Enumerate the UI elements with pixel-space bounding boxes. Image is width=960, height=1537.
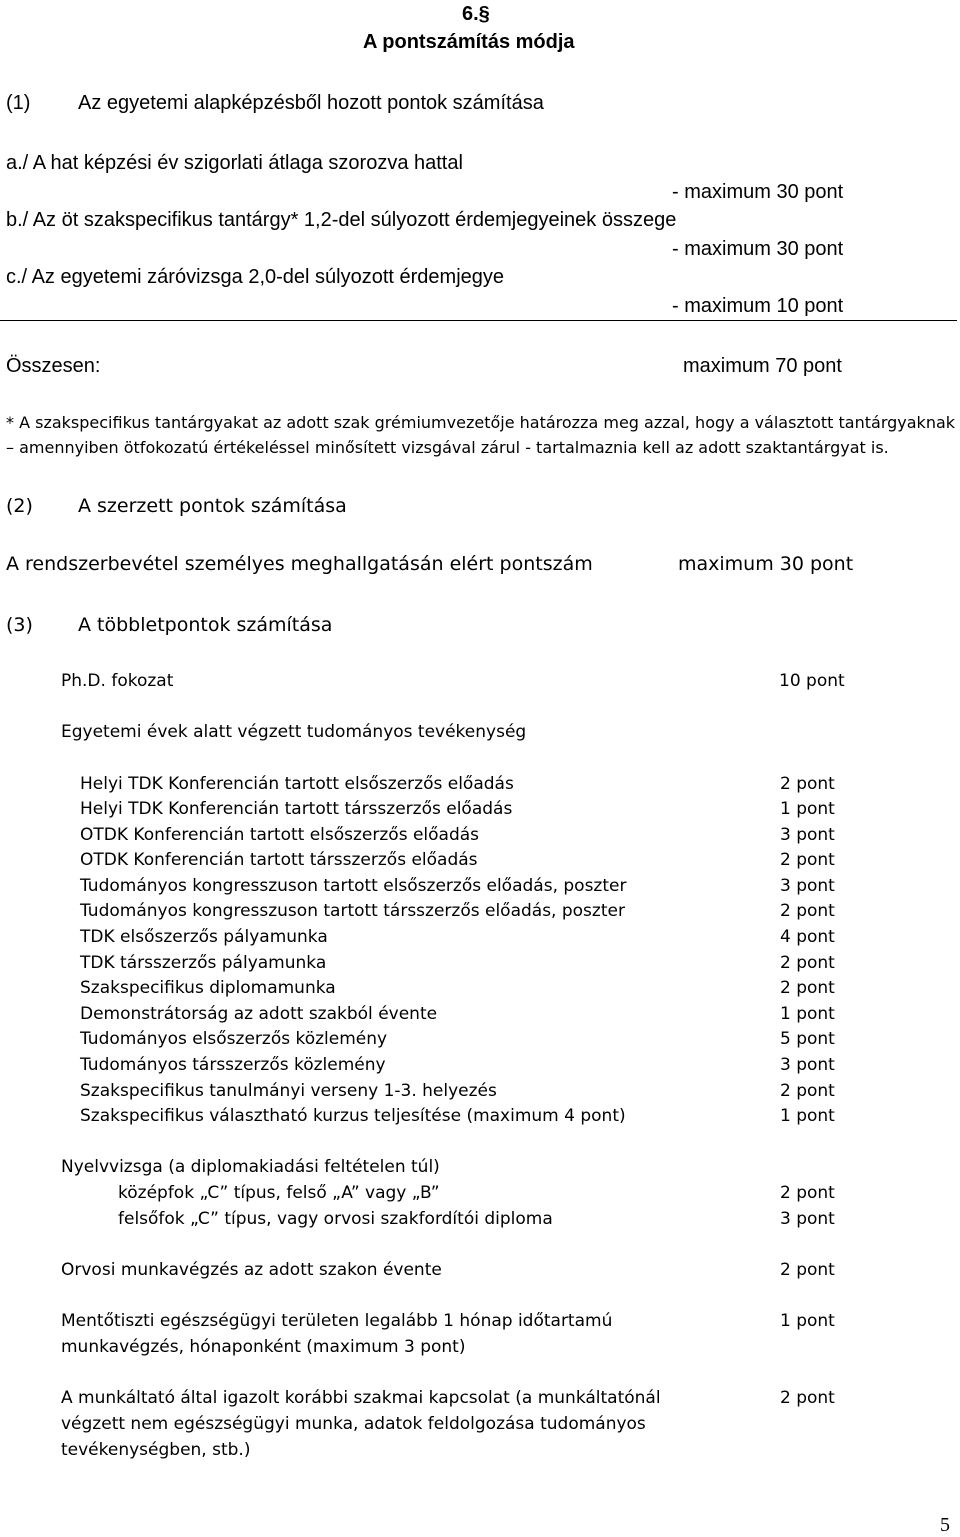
language-heading: Nyelvvizsga (a diplomakiadási feltételen túl) — [61, 1157, 440, 1177]
section1-heading: Az egyetemi alapképzésből hozott pontok számítása — [78, 92, 544, 114]
list-item-value: 2 pont — [780, 978, 835, 998]
total-divider — [0, 320, 957, 321]
list-item-value: 3 pont — [780, 825, 835, 845]
medical-work-value: 2 pont — [780, 1260, 835, 1280]
list-item-label: Demonstrátorság az adott szakból évente — [80, 1004, 438, 1024]
list-item-label: TDK társszerzős pályamunka — [80, 953, 327, 973]
list-item-value: 3 pont — [780, 1055, 835, 1075]
language-item-label: felsőfok „C” típus, vagy orvosi szakfordítói diploma — [118, 1209, 553, 1229]
section1-item-b-value: - maximum 30 pont — [672, 238, 844, 260]
page-number: 5 — [940, 1514, 950, 1536]
ambulance-line2: munkavégzés, hónaponként (maximum 3 pont) — [61, 1337, 466, 1357]
list-item-value: 2 pont — [780, 901, 835, 921]
list-item-label: Tudományos társszerzős közlemény — [80, 1055, 386, 1075]
list-item-label: Szakspecifikus választható kurzus teljesítése (maximum 4 pont) — [80, 1106, 626, 1126]
total-value: maximum 70 pont — [683, 355, 842, 377]
list-item-label: Szakspecifikus diplomamunka — [80, 978, 336, 998]
list-item-label: Helyi TDK Konferencián tartott elsőszerzős előadás — [80, 774, 514, 794]
section1-item-a-label: a./ A hat képzési év szigorlati átlaga szorozva hattal — [6, 152, 463, 174]
section3-number: (3) — [6, 614, 33, 636]
phd-label: Ph.D. fokozat — [61, 671, 174, 691]
ambulance-line1: Mentőtiszti egészségügyi területen legalább 1 hónap időtartamú — [61, 1311, 613, 1331]
footnote-line2: – amennyiben ötfokozatú értékeléssel minősített vizsgával zárul - tartalmaznia kell az adott szaktantárgyat is. — [6, 438, 889, 457]
phd-value: 10 pont — [779, 671, 845, 691]
language-item-value: 3 pont — [780, 1209, 835, 1229]
footnote-line1: * A szakspecifikus tantárgyakat az adott szak grémiumvezetője határozza meg azzal, hogy a választott tantárgyaknak — [6, 413, 956, 432]
list-item-label: Szakspecifikus tanulmányi verseny 1-3. helyezés — [80, 1081, 497, 1101]
list-item-value: 3 pont — [780, 876, 835, 896]
section3-heading: A többletpontok számítása — [78, 614, 333, 636]
section2-number: (2) — [6, 495, 33, 517]
section1-item-b-label: b./ Az öt szakspecifikus tantárgy* 1,2-del súlyozott érdemjegyeinek összege — [6, 209, 677, 231]
list-item-value: 1 pont — [780, 799, 835, 819]
list-item-value: 2 pont — [780, 953, 835, 973]
list-item-value: 2 pont — [780, 774, 835, 794]
page-title: A pontszámítás módja — [363, 31, 575, 53]
language-item-label: középfok „C” típus, felső „A” vagy „B” — [118, 1183, 440, 1203]
total-label: Összesen: — [6, 355, 101, 377]
list-item-label: Tudományos kongresszuson tartott elsőszerzős előadás, poszter — [80, 876, 627, 896]
list-item-value: 1 pont — [780, 1106, 835, 1126]
section-number: 6.§ — [462, 3, 490, 25]
section2-row-label: A rendszerbevétel személyes meghallgatásán elért pontszám — [6, 553, 593, 575]
list-item-value: 2 pont — [780, 850, 835, 870]
list-item-value: 1 pont — [780, 1004, 835, 1024]
list-item-label: OTDK Konferencián tartott társszerzős előadás — [80, 850, 478, 870]
section1-item-c-value: - maximum 10 pont — [672, 295, 844, 317]
list-item-label: Helyi TDK Konferencián tartott társszerzős előadás — [80, 799, 513, 819]
employer-line2: végzett nem egészségügyi munka, adatok feldolgozása tudományos — [61, 1414, 646, 1434]
list-item-value: 2 pont — [780, 1081, 835, 1101]
ambulance-value: 1 pont — [780, 1311, 835, 1331]
section2-row-value: maximum 30 pont — [678, 553, 854, 575]
language-item-value: 2 pont — [780, 1183, 835, 1203]
list-item-label: OTDK Konferencián tartott elsőszerzős előadás — [80, 825, 480, 845]
research-heading: Egyetemi évek alatt végzett tudományos tevékenység — [61, 722, 527, 742]
section2-heading: A szerzett pontok számítása — [78, 495, 347, 517]
section1-item-a-value: - maximum 30 pont — [672, 181, 844, 203]
employer-value: 2 pont — [780, 1388, 835, 1408]
list-item-label: Tudományos kongresszuson tartott társszerzős előadás, poszter — [80, 901, 625, 921]
list-item-label: TDK elsőszerzős pályamunka — [80, 927, 328, 947]
list-item-value: 4 pont — [780, 927, 835, 947]
list-item-value: 5 pont — [780, 1029, 835, 1049]
section1-item-c-label: c./ Az egyetemi záróvizsga 2,0-del súlyozott érdemjegye — [6, 266, 505, 288]
medical-work-label: Orvosi munkavégzés az adott szakon évente — [61, 1260, 442, 1280]
employer-line3: tevékenységben, stb.) — [61, 1440, 251, 1460]
employer-line1: A munkáltató által igazolt korábbi szakmai kapcsolat (a munkáltatónál — [61, 1388, 661, 1408]
section1-number: (1) — [6, 92, 31, 114]
list-item-label: Tudományos elsőszerzős közlemény — [80, 1029, 388, 1049]
